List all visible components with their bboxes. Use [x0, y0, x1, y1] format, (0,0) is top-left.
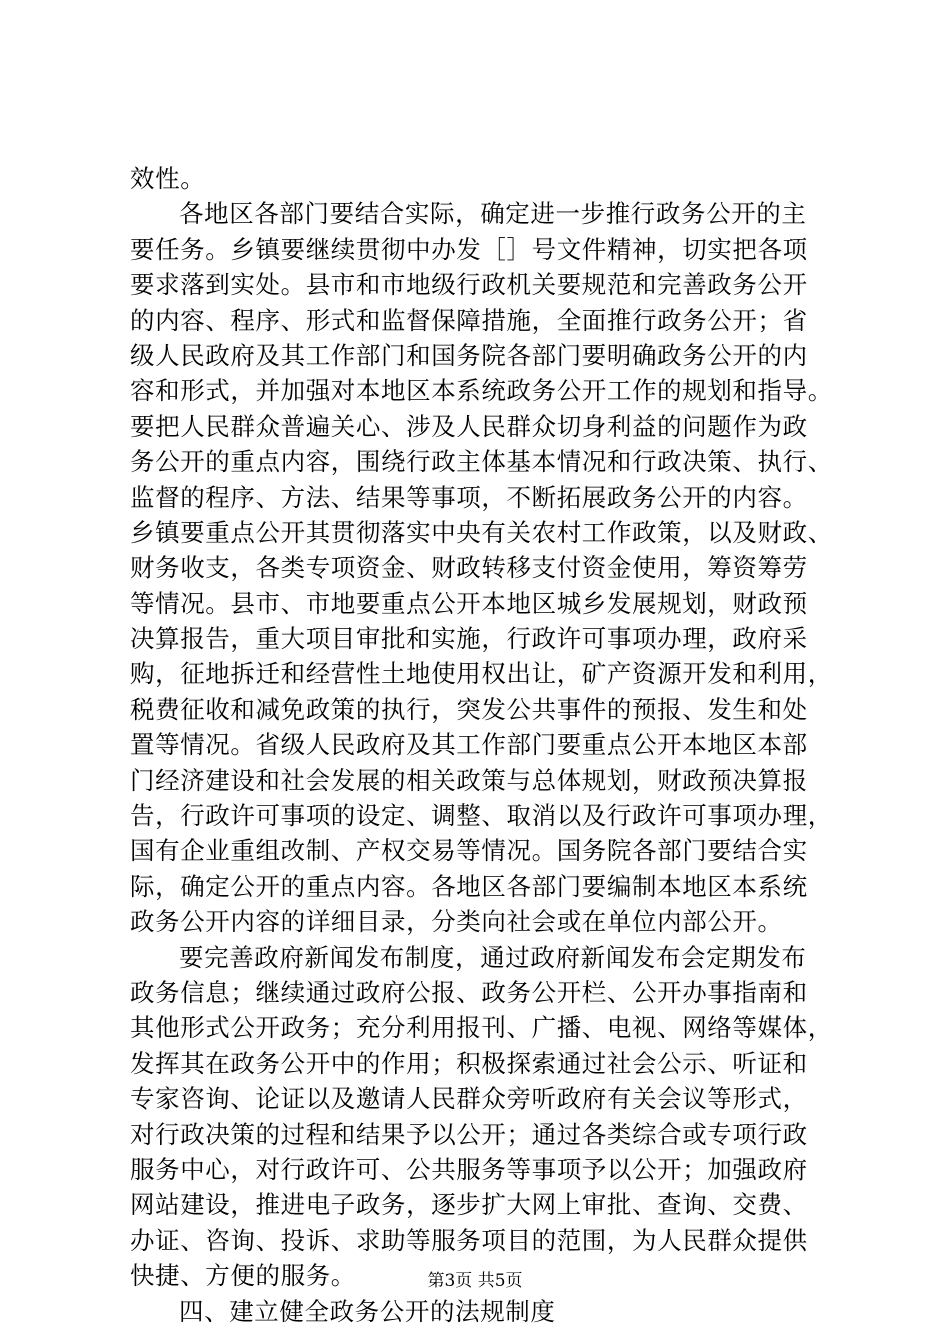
text-line: 要任务。乡镇要继续贯彻中办发［］号文件精神，切实把各项 [130, 234, 808, 264]
text-line: 等情况。县市、市地要重点公开本地区城乡发展规划，财政预 [130, 588, 808, 618]
text-line: 效性。 [130, 164, 206, 193]
text-line: 网站建设，推进电子政务，逐步扩大网上审批、查询、交费、 [130, 1190, 808, 1220]
text-line: 要把人民群众普遍关心、涉及人民群众切身利益的问题作为政 [130, 411, 808, 441]
paragraph-start-line: 各地区各部门要结合实际，确定进一步推行政务公开的主 [179, 199, 807, 229]
text-line: 告，行政许可事项的设定、调整、取消以及行政许可事项办理， [130, 801, 833, 831]
text-line: 国有企业重组改制、产权交易等情况。国务院各部门要结合实 [130, 836, 808, 866]
document-body [130, 161, 833, 1329]
section-heading: 四、建立健全政务公开的法规制度 [179, 1296, 556, 1326]
text-line: 快捷、方便的服务。 [130, 1261, 356, 1291]
text-line: 际，确定公开的重点内容。各地区各部门要编制本地区本系统 [130, 871, 808, 901]
text-line: 对行政决策的过程和结果予以公开；通过各类综合或专项行政 [130, 1119, 808, 1149]
text-line: 发挥其在政务公开中的作用；积极探索通过社会公示、听证和 [130, 1048, 808, 1078]
text-line: 监督的程序、方法、结果等事项，不断拓展政务公开的内容。 [130, 482, 808, 512]
text-line: 门经济建设和社会发展的相关政策与总体规划，财政预决算报 [130, 765, 808, 795]
text-line: 购，征地拆迁和经营性土地使用权出让，矿产资源开发和利用， [130, 659, 833, 689]
text-line: 容和形式，并加强对本地区本系统政务公开工作的规划和指导。 [130, 376, 833, 406]
paragraph-start-line: 要完善政府新闻发布制度，通过政府新闻发布会定期发布 [179, 942, 807, 972]
text-line: 级人民政府及其工作部门和国务院各部门要明确政务公开的内 [130, 340, 808, 370]
text-line: 乡镇要重点公开其贯彻落实中央有关农村工作政策，以及财政、 [130, 517, 833, 547]
text-line: 专家咨询、论证以及邀请人民群众旁听政府有关会议等形式， [130, 1084, 808, 1114]
text-line: 务公开的重点内容，围绕行政主体基本情况和行政决策、执行、 [130, 447, 833, 477]
text-line: 置等情况。省级人民政府及其工作部门要重点公开本地区本部 [130, 730, 808, 760]
text-line: 财务收支，各类专项资金、财政转移支付资金使用，筹资筹劳 [130, 553, 808, 583]
text-line: 税费征收和减免政策的执行，突发公共事件的预报、发生和处 [130, 694, 808, 724]
text-line: 办证、咨询、投诉、求助等服务项目的范围，为人民群众提供 [130, 1225, 808, 1255]
text-line: 的内容、程序、形式和监督保障措施，全面推行政务公开；省 [130, 305, 808, 335]
page-number-footer: 第3页 共5页 [427, 1271, 523, 1291]
text-line: 服务中心，对行政许可、公共服务等事项予以公开；加强政府 [130, 1154, 808, 1184]
text-line: 要求落到实处。县市和市地级行政机关要规范和完善政务公开 [130, 270, 808, 300]
text-line: 政务公开内容的详细目录，分类向社会或在单位内部公开。 [130, 907, 783, 937]
text-line: 政务信息；继续通过政府公报、政务公开栏、公开办事指南和 [130, 977, 808, 1007]
text-line: 其他形式公开政务；充分利用报刊、广播、电视、网络等媒体， [130, 1013, 833, 1043]
text-line: 决算报告，重大项目审批和实施，行政许可事项办理，政府采 [130, 624, 808, 654]
